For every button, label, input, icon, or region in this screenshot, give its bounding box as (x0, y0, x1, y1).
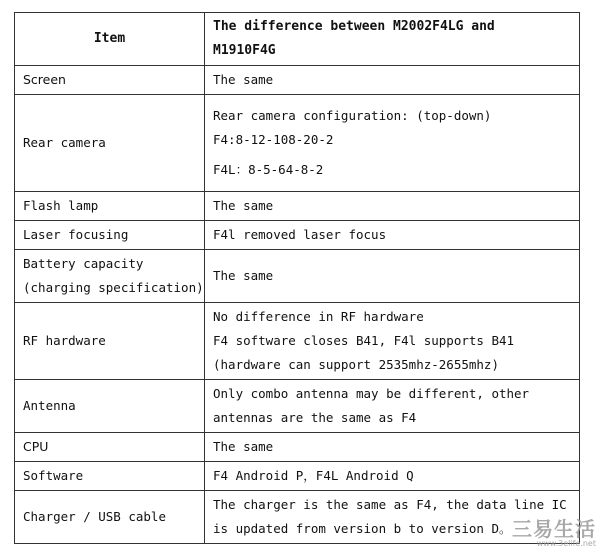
row-rf-item: RF hardware (15, 303, 205, 380)
row-rear-camera-value (205, 95, 580, 192)
row-screen-item: Screen (15, 66, 205, 95)
header-item: Item (15, 13, 205, 66)
row-cpu-item: CPU (15, 433, 205, 462)
table-row-cpu (15, 433, 580, 462)
antenna-line-2: antennas are the same as F4 (213, 410, 417, 425)
table-row-charger (15, 491, 580, 544)
charger-line-2: is updated from version b to version D。 (213, 521, 512, 536)
battery-item-line-2: (charging specification) (23, 280, 204, 295)
charger-line-1: The charger is the same as F4, the data line IC (213, 497, 567, 512)
row-rear-camera-item: Rear camera (15, 95, 205, 192)
rear-camera-line-1: Rear camera configuration: (top-down) (213, 108, 492, 123)
row-antenna-item: Antenna (15, 380, 205, 433)
row-software-value: F4 Android P，F4L Android Q (205, 462, 580, 491)
rf-line-3: (hardware can support 2535mhz-2655mhz) (213, 357, 499, 372)
row-screen-value: The same (205, 66, 580, 95)
antenna-line-1: Only combo antenna may be different, other (213, 386, 530, 401)
table-row-laser (15, 221, 580, 250)
row-laser-item: Laser focusing (15, 221, 205, 250)
table-row-software (15, 462, 580, 491)
row-battery-item (15, 250, 205, 303)
comparison-table (14, 12, 580, 544)
row-battery-value: The same (205, 250, 580, 303)
table-row-rf (15, 303, 580, 380)
header-difference (205, 13, 580, 66)
table-row-rear-camera (15, 95, 580, 192)
table-row-flash (15, 192, 580, 221)
row-charger-item: Charger / USB cable (15, 491, 205, 544)
rear-camera-line-3: F4L：8-5-64-8-2 (213, 162, 324, 177)
table-row-antenna (15, 380, 580, 433)
table-header-row (15, 13, 580, 66)
header-difference-line-2: M1910F4G (213, 43, 276, 58)
rear-camera-line-2: F4:8-12-108-20-2 (213, 132, 334, 147)
row-flash-item: Flash lamp (15, 192, 205, 221)
rf-line-2: F4 software closes B41, F4l supports B41 (213, 333, 515, 348)
header-difference-line-1: The difference between M2002F4LG and (213, 19, 495, 34)
watermark-main-text: 三易生活 (512, 517, 596, 541)
row-rf-value (205, 303, 580, 380)
row-software-item: Software (15, 462, 205, 491)
battery-item-line-1: Battery capacity (23, 256, 144, 271)
row-flash-value: The same (205, 192, 580, 221)
row-cpu-value: The same (205, 433, 580, 462)
row-antenna-value (205, 380, 580, 433)
watermark-url-text: www.3elife.net (536, 539, 596, 548)
table-row-battery (15, 250, 580, 303)
table-row-screen (15, 66, 580, 95)
row-laser-value: F4l removed laser focus (205, 221, 580, 250)
rf-line-1: No difference in RF hardware (213, 309, 424, 324)
watermark-logo (512, 519, 596, 548)
